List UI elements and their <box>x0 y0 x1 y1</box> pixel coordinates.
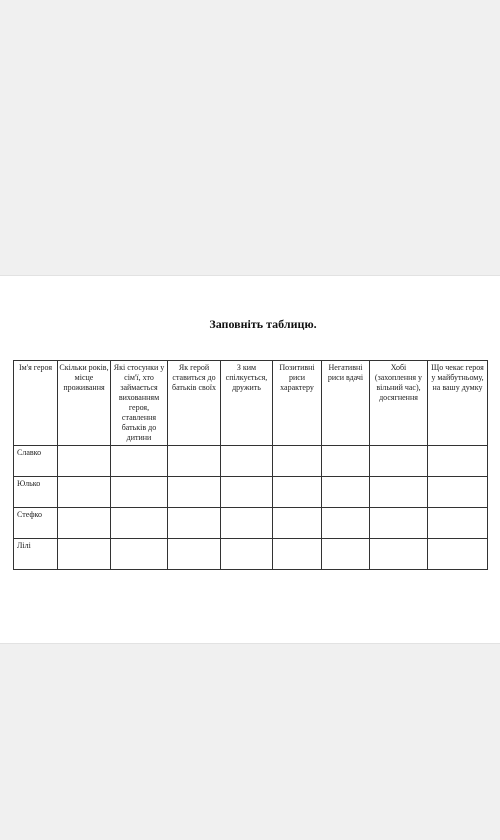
table-cell <box>370 539 428 570</box>
table-cell <box>428 508 488 539</box>
table-cell <box>58 446 111 477</box>
table-row <box>14 508 488 539</box>
table-cell <box>273 539 322 570</box>
table-cell <box>111 446 168 477</box>
column-header: Позитивні риси характеру <box>273 361 322 446</box>
column-header: Що чекає героя у майбутньому, на вашу думку <box>428 361 488 446</box>
table-cell <box>168 446 221 477</box>
table-cell <box>221 508 273 539</box>
document-page <box>0 275 500 644</box>
table-cell <box>111 539 168 570</box>
table-cell <box>221 446 273 477</box>
table-cell <box>58 477 111 508</box>
table-cell <box>273 508 322 539</box>
table-cell <box>221 477 273 508</box>
column-header: Хобі (захоплення у вільний час), досягнення <box>370 361 428 446</box>
document-title: Заповніть таблицю. <box>209 317 317 331</box>
hero-name-cell: Юлько <box>14 477 58 508</box>
table-cell <box>428 446 488 477</box>
table-cell <box>221 539 273 570</box>
column-header: Скільки років, місце проживання <box>58 361 111 446</box>
table-row <box>14 539 488 570</box>
table-header-row <box>14 361 488 446</box>
table-cell <box>168 508 221 539</box>
table-cell <box>58 539 111 570</box>
table-cell <box>370 477 428 508</box>
table-cell <box>322 508 370 539</box>
table-cell <box>273 477 322 508</box>
table-cell <box>428 477 488 508</box>
table-cell <box>322 477 370 508</box>
table-cell <box>168 477 221 508</box>
table-row <box>14 477 488 508</box>
column-header: Ім'я героя <box>14 361 58 446</box>
table-cell <box>322 539 370 570</box>
hero-name-cell: Славко <box>14 446 58 477</box>
column-header: Які стосунки у сім'ї, хто займається вихованням героя, ставлення батьків до дитини <box>111 361 168 446</box>
hero-name-cell: Лілі <box>14 539 58 570</box>
table-row <box>14 446 488 477</box>
table-cell <box>111 508 168 539</box>
hero-name-cell: Стефко <box>14 508 58 539</box>
column-header: Негативні риси вдачі <box>322 361 370 446</box>
table-cell <box>58 508 111 539</box>
table-cell <box>428 539 488 570</box>
table-cell <box>111 477 168 508</box>
table-cell <box>370 446 428 477</box>
table-cell <box>322 446 370 477</box>
table-cell <box>370 508 428 539</box>
table-cell <box>273 446 322 477</box>
column-header: З ким спілкується, дружить <box>221 361 273 446</box>
column-header: Як герой ставиться до батьків своїх <box>168 361 221 446</box>
assignment-table <box>13 360 488 570</box>
table-cell <box>168 539 221 570</box>
